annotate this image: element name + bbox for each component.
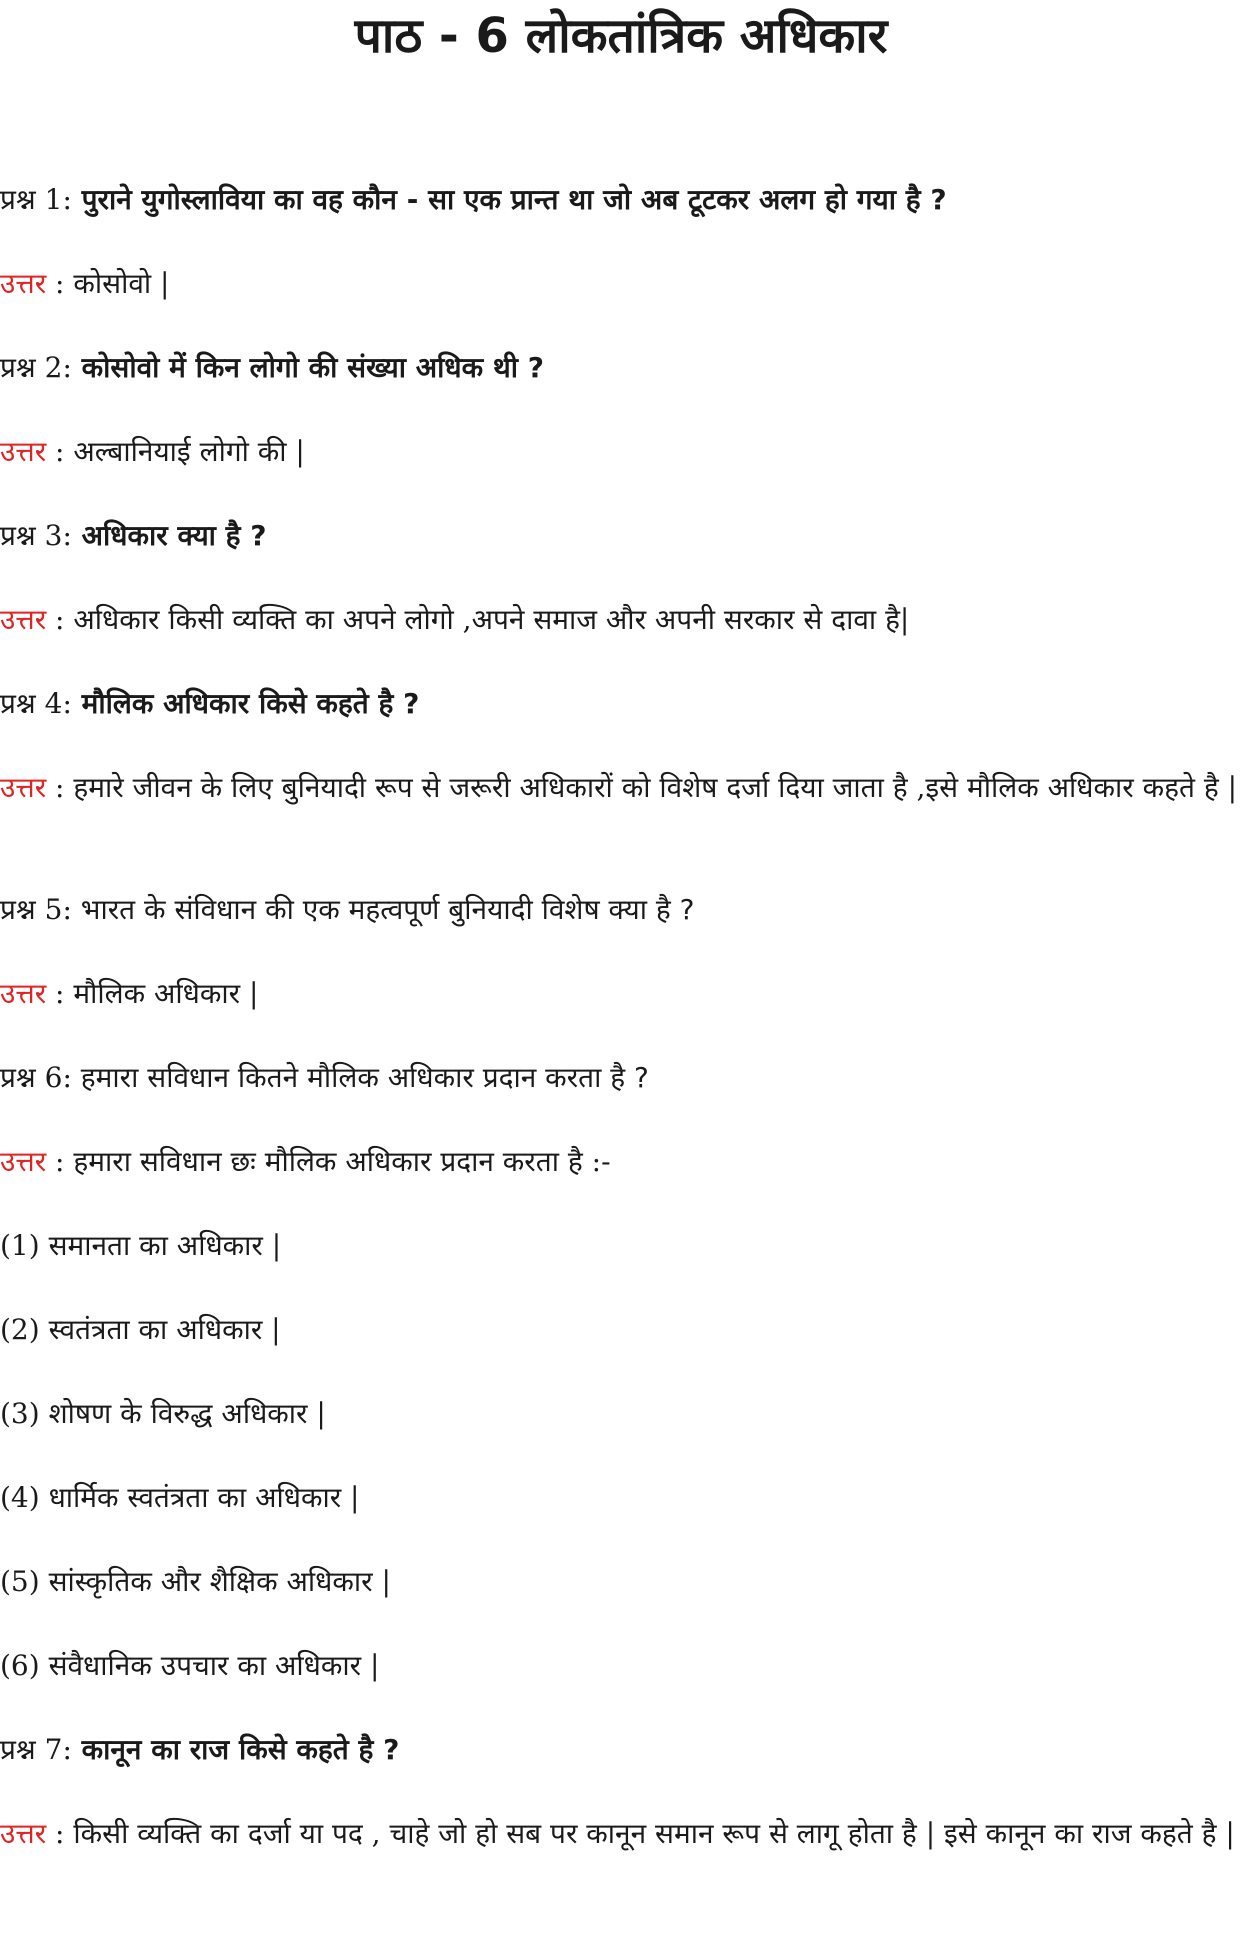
answer-label: उत्तर — [0, 771, 47, 804]
question-text: अधिकार क्या है ? — [81, 519, 267, 552]
answer-text: हमारे जीवन के लिए बुनियादी रूप से जरूरी अधिकारों को विशेष दर्जा दिया जाता है ,इसे मौलिक अधिकार कहते है | — [73, 771, 1238, 804]
answer-6: उत्तर : हमारा सविधान छः मौलिक अधिकार प्रदान करता है :- — [0, 1145, 611, 1178]
question-text: मौलिक अधिकार किसे कहते है ? — [81, 687, 420, 720]
answer-label: उत्तर — [0, 435, 47, 468]
question-5 — [0, 888, 1242, 972]
question-text: हमारा सविधान कितने मौलिक अधिकार प्रदान करता है ? — [80, 1061, 649, 1094]
right-list-item: (1) समानता का अधिकार | — [0, 1229, 282, 1262]
answer-text: अल्बानियाई लोगो की | — [73, 435, 305, 468]
answer-label: उत्तर — [0, 1817, 47, 1850]
answer-text: किसी व्यक्ति का दर्जा या पद , चाहे जो हो सब पर कानून समान रूप से लागू होता है | इसे कानून का राज कहते है | — [73, 1817, 1235, 1850]
answer-2: उत्तर : अल्बानियाई लोगो की | — [0, 435, 305, 468]
question-text: कोसोवो में किन लोगो की संख्या अधिक थी ? — [81, 351, 544, 384]
question-3 — [0, 514, 1242, 598]
qa-list — [0, 178, 1242, 1934]
question-text: कानून का राज किसे कहते है ? — [81, 1733, 400, 1766]
answer-label: उत्तर — [0, 603, 47, 636]
question-text: पुराने युगोस्लाविया का वह कौन - सा एक प्रान्त था जो अब टूटकर अलग हो गया है ? — [81, 183, 947, 216]
right-list-item: (4) धार्मिक स्वतंत्रता का अधिकार | — [0, 1481, 360, 1514]
answer-label: उत्तर — [0, 977, 47, 1010]
answer-text: मौलिक अधिकार | — [73, 977, 259, 1010]
answer-label: उत्तर — [0, 1145, 47, 1178]
question-number: प्रश्न 3: — [0, 519, 72, 552]
question-number: प्रश्न 5: — [0, 893, 72, 926]
question-number: प्रश्न 6: — [0, 1061, 72, 1094]
question-6 — [0, 1056, 1242, 1140]
right-list-item: (3) शोषण के विरुद्ध अधिकार | — [0, 1397, 326, 1430]
question-number: प्रश्न 4: — [0, 687, 72, 720]
answer-1: उत्तर : कोसोवो | — [0, 267, 170, 300]
right-list-item: (2) स्वतंत्रता का अधिकार | — [0, 1313, 281, 1346]
answer-7: उत्तर : किसी व्यक्ति का दर्जा या पद , चाहे जो हो सब पर कानून समान रूप से लागू होता है | इसे कानून का राज कहते है | — [0, 1817, 1235, 1850]
question-number: प्रश्न 1: — [0, 183, 72, 216]
answer-text: हमारा सविधान छः मौलिक अधिकार प्रदान करता है :- — [73, 1145, 611, 1178]
question-7 — [0, 1728, 1242, 1812]
right-list-item: (6) संवैधानिक उपचार का अधिकार | — [0, 1649, 380, 1682]
page-title: पाठ - 6 लोकतांत्रिक अधिकार — [354, 8, 888, 64]
question-1 — [0, 178, 1242, 262]
question-2 — [0, 346, 1242, 430]
answer-text: अधिकार किसी व्यक्ति का अपने लोगो ,अपने समाज और अपनी सरकार से दावा है| — [73, 603, 910, 636]
question-text: भारत के संविधान की एक महत्वपूर्ण बुनियादी विशेष क्या है ? — [80, 893, 695, 926]
right-list-item: (5) सांस्कृतिक और शैक्षिक अधिकार | — [0, 1565, 391, 1598]
answer-5: उत्तर : मौलिक अधिकार | — [0, 977, 259, 1010]
answer-label: उत्तर — [0, 267, 47, 300]
question-4 — [0, 682, 1242, 766]
answer-3: उत्तर : अधिकार किसी व्यक्ति का अपने लोगो ,अपने समाज और अपनी सरकार से दावा है| — [0, 603, 910, 636]
answer-4: उत्तर : हमारे जीवन के लिए बुनियादी रूप से जरूरी अधिकारों को विशेष दर्जा दिया जाता है ,इसे मौलिक अधिकार कहते है | — [0, 771, 1238, 804]
answer-text: कोसोवो | — [73, 267, 170, 300]
question-number: प्रश्न 2: — [0, 351, 72, 384]
question-number: प्रश्न 7: — [0, 1733, 72, 1766]
